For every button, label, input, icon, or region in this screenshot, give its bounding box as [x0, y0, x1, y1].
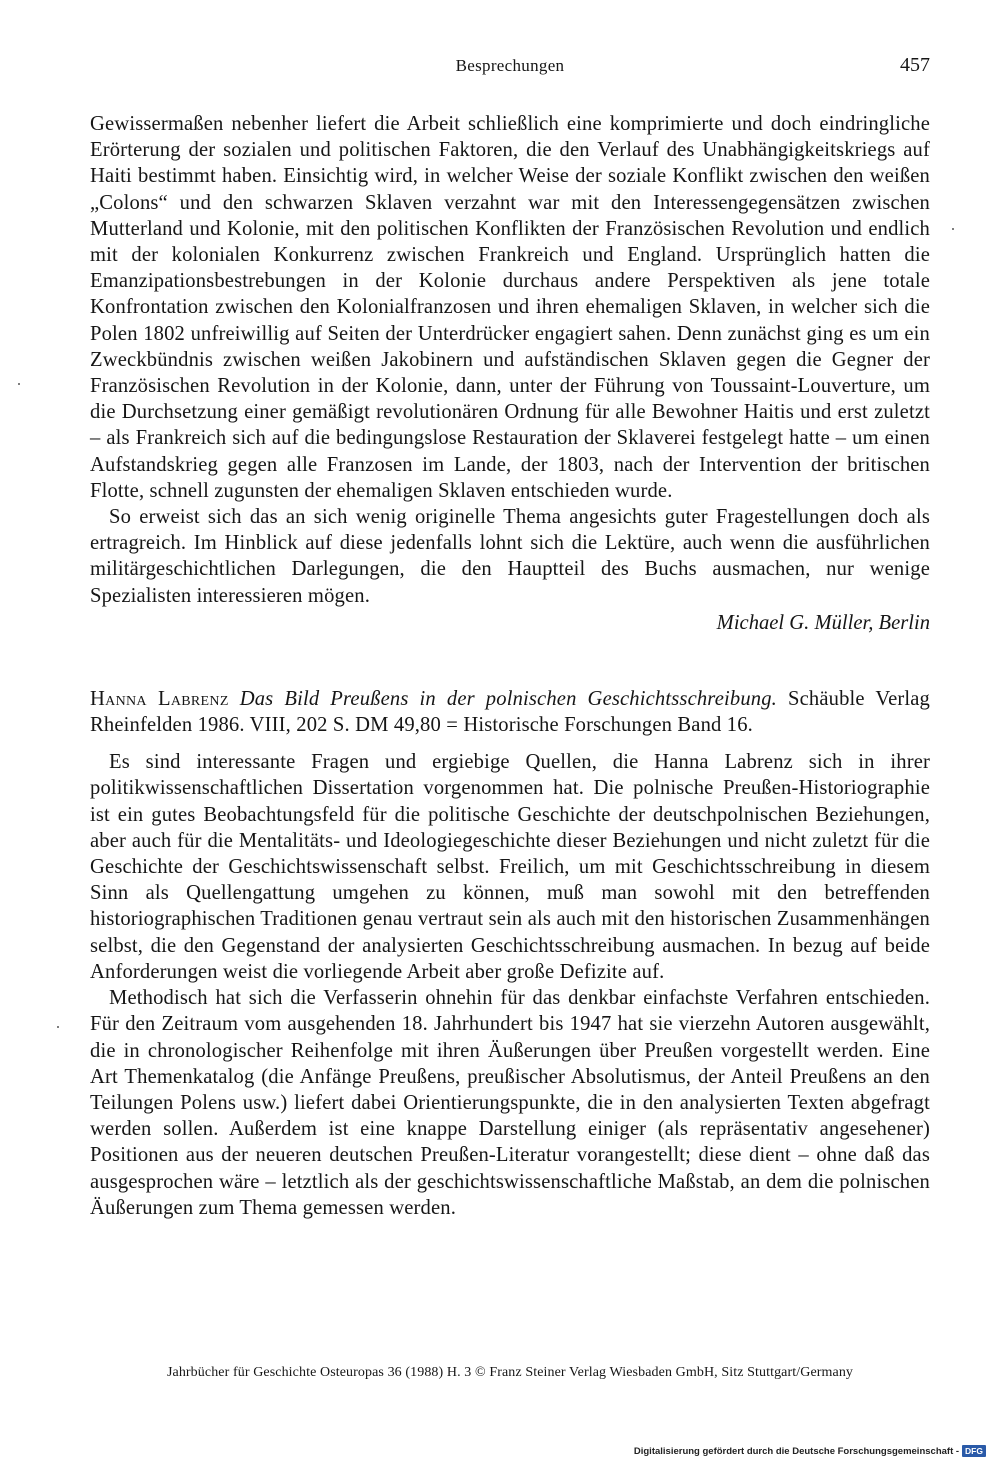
scan-speck-icon: [18, 383, 20, 385]
review-continued: [90, 111, 930, 636]
page-number: 457: [900, 54, 930, 76]
review2-paragraph-1: Es sind interessante Fragen und ergiebige Quellen, die Hanna Labrenz sich in ihrer politikwissenschaftlichen Dissertation vorgenommen hat. Die polnische Preußen-Historiographie ist ein gutes Beobachtungsfeld für die politische Geschichte der deutschpolnischen Beziehungen, aber auch für die Mentalitäts- und Ideologiegeschichte dieser Beziehungen und nicht zuletzt für die Geschichte der Geschichtswissenschaft selbst. Freilich, um mit Geschichtsschreibung in diesem Sinn als Quellengattung umgehen zu können, muß man sowohl mit den betreffenden historiographischen Traditionen genau vertraut sein als auch mit den historischen Zusammenhängen selbst, die den Gegenstand der analysierten Geschichtsschreibung ausmachen. In bezug auf beide Anforderungen weist die vorliegende Arbeit aber große Defizite auf.: [90, 751, 930, 983]
digitization-credit: [634, 1445, 986, 1457]
review1-paragraph-2: So erweist sich das an sich wenig originelle Thema angesichts guter Fragestellungen doch als ertragreich. Im Hinblick auf diese jedenfalls lohnt sich die Lektüre, auch wenn die ausführlichen militärgeschichtlichen Darlegungen, die den Hauptteil des Buchs ausmachen, nur wenige Spezialisten interessieren mögen.: [90, 506, 930, 607]
review-labrenz: [90, 686, 930, 1221]
book-title: Das Bild Preußens in der polnischen Geschichtsschreibung.: [239, 687, 777, 710]
running-title: Besprechungen: [455, 56, 565, 75]
scan-speck-icon: [57, 1026, 59, 1028]
review2-body: [90, 749, 930, 1221]
journal-footer: Jahrbücher für Geschichte Osteuropas 36 (1988) H. 3 © Franz Steiner Verlag Wiesbaden GmbH, Sitz Stuttgart/Germany: [166, 1365, 854, 1380]
bibliographic-heading: [90, 686, 930, 738]
book-author: Hanna Labrenz: [90, 687, 229, 710]
scan-speck-icon: [952, 228, 954, 230]
digitization-note: Digitalisierung gefördert durch die Deutsche Forschungsgemeinschaft -: [633, 1445, 960, 1457]
dfg-logo-icon: DFG: [962, 1445, 986, 1457]
running-head: [90, 56, 930, 80]
review1-paragraph-1: Gewissermaßen nebenher liefert die Arbeit schließlich eine komprimierte und doch eindringliche Erörterung der sozialen und politischen Faktoren, die den Verlauf des Unabhängigkeitskriegs auf Haiti bestimmt haben. Einsichtig wird, in welcher Weise der soziale Konflikt zwischen den weißen „Colons“ und den schwarzen Sklaven verzahnt war mit den Interessengegensätzen zwischen Mutterland und Kolonie, mit den politischen Konflikten der Französischen Revolution und endlich mit der kolonialen Konkurrenz zwischen Frankreich und England. Ursprünglich hatten die Emanzipationsbestrebungen in der Kolonie durchaus andere Perspektiven als jene totale Konfrontation zwischen den Kolonialfranzosen und ihren ehemaligen Sklaven, in welcher sich die Polen 1802 unfreiwillig auf Seiten der Unterdrücker engagiert sahen. Denn zunächst ging es um ein Zweckbündnis zwischen weißen Jakobinern und aufständischen Sklaven gegen die Gegner der Französischen Revolution in der Kolonie, dann, unter der Führung von Toussaint-Louverture, um die Durchsetzung einer gemäßigt revolutionären Ordnung für alle Bewohner Haitis und erst zuletzt – als Frankreich sich auf die bedingungslose Restauration der Sklaverei festgelegt hatte – um einen Aufstandskrieg gegen alle Franzosen im Lande, der 1803, nach der Intervention der britischen Flotte, schnell zugunsten der ehemaligen Sklaven entschieden wurde.: [90, 113, 930, 502]
reviewer-signature: Michael G. Müller, Berlin: [716, 611, 930, 634]
page-body: [90, 111, 930, 1221]
publication-details: Schäuble Verlag Rheinfelden 1986. VIII, 202 S. DM 49,80 = Historische Forschungen Band 16.: [90, 687, 930, 737]
review2-paragraph-2: Methodisch hat sich die Verfasserin ohnehin für das denkbar einfachste Verfahren entschieden. Für den Zeitraum vom ausgehenden 18. Jahrhundert bis 1947 hat sie vierzehn Autoren ausgewählt, die in chronologischer Reihenfolge mit ihren Äußerungen über Preußen vorgestellt werden. Eine Art Themenkatalog (die Anfänge Preußens, preußischer Absolutismus, der Anteil Preußens an den Teilungen Polens usw.) liefert dabei Orientierungspunkte, die in den analysierten Texten abgefragt werden sollen. Außerdem ist eine knappe Darstellung einiger (als repräsentativ angesehener) Positionen aus der neueren deutschen Preußen-Literatur vorangestellt; diese dient – ohne daß das ausgesprochen wäre – letztlich als der geschichtswissenschaftliche Maßstab, an dem die polnischen Äußerungen zum Thema gemessen werden.: [90, 987, 930, 1219]
